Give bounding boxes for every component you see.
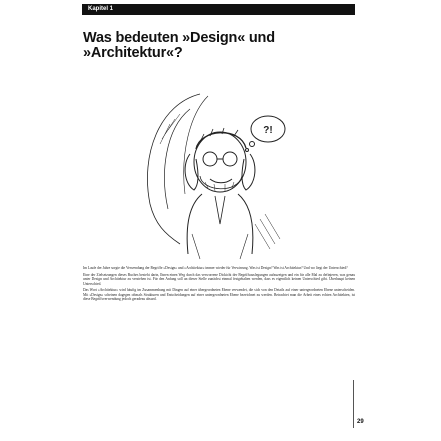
- chapter-label: Kapitel 1: [88, 6, 114, 12]
- thought-bubble-text: ?!: [263, 125, 273, 136]
- body-paragraph-2: Eine der Zielsetzungen dieses Buches besteht darin, Ihnen einen Weg durch das verworrene Dickicht der Begriffsauslegungen aufzuzeigen und ein für alle Mal zu definieren, was genau unter Design und Architektur zu verstehen ist. Für den Anfang soll an dieser Stelle zunächst einmal festgehalten werden, dass es eigentlich keinen Unterschied gibt. Überhaupt keinen Unterschied.: [83, 272, 355, 286]
- chapter-title: [83, 31, 323, 61]
- body-paragraph-3: Das Wort »Architektur« wird häufig im Zusammenhang mit Dingen auf einer übergeordneten Ebene verwendet, die sich von den Details auf einer untergeordneten Ebene unterscheiden. Mit »Design« scheinen dagegen oftmals Strukturen und Entscheidungen auf einer untergeordneten Ebene bezeichnet zu werden. Betrachtet man die Arbeit eines echten Architekten, ist diese Begriffsverwendung jedoch geradezu absurd.: [83, 288, 355, 302]
- body-paragraph-1: Im Laufe der Jahre sorgte die Verwendung der Begriffe »Design« und »Architektur« immer wieder für Verwirrung. Was ist Design? Was ist Architektur? Und wo liegt der Unterschied?: [83, 266, 348, 270]
- body-text: [83, 266, 355, 304]
- chapter-title-line-1: Was bedeuten »Design« und: [83, 30, 275, 46]
- cartoon-illustration: [130, 84, 290, 264]
- chapter-header-bar: [82, 4, 355, 15]
- chapter-title-line-2: »Architektur«?: [83, 45, 183, 61]
- page-number: 29: [357, 419, 364, 425]
- page-number-rule: [353, 380, 354, 428]
